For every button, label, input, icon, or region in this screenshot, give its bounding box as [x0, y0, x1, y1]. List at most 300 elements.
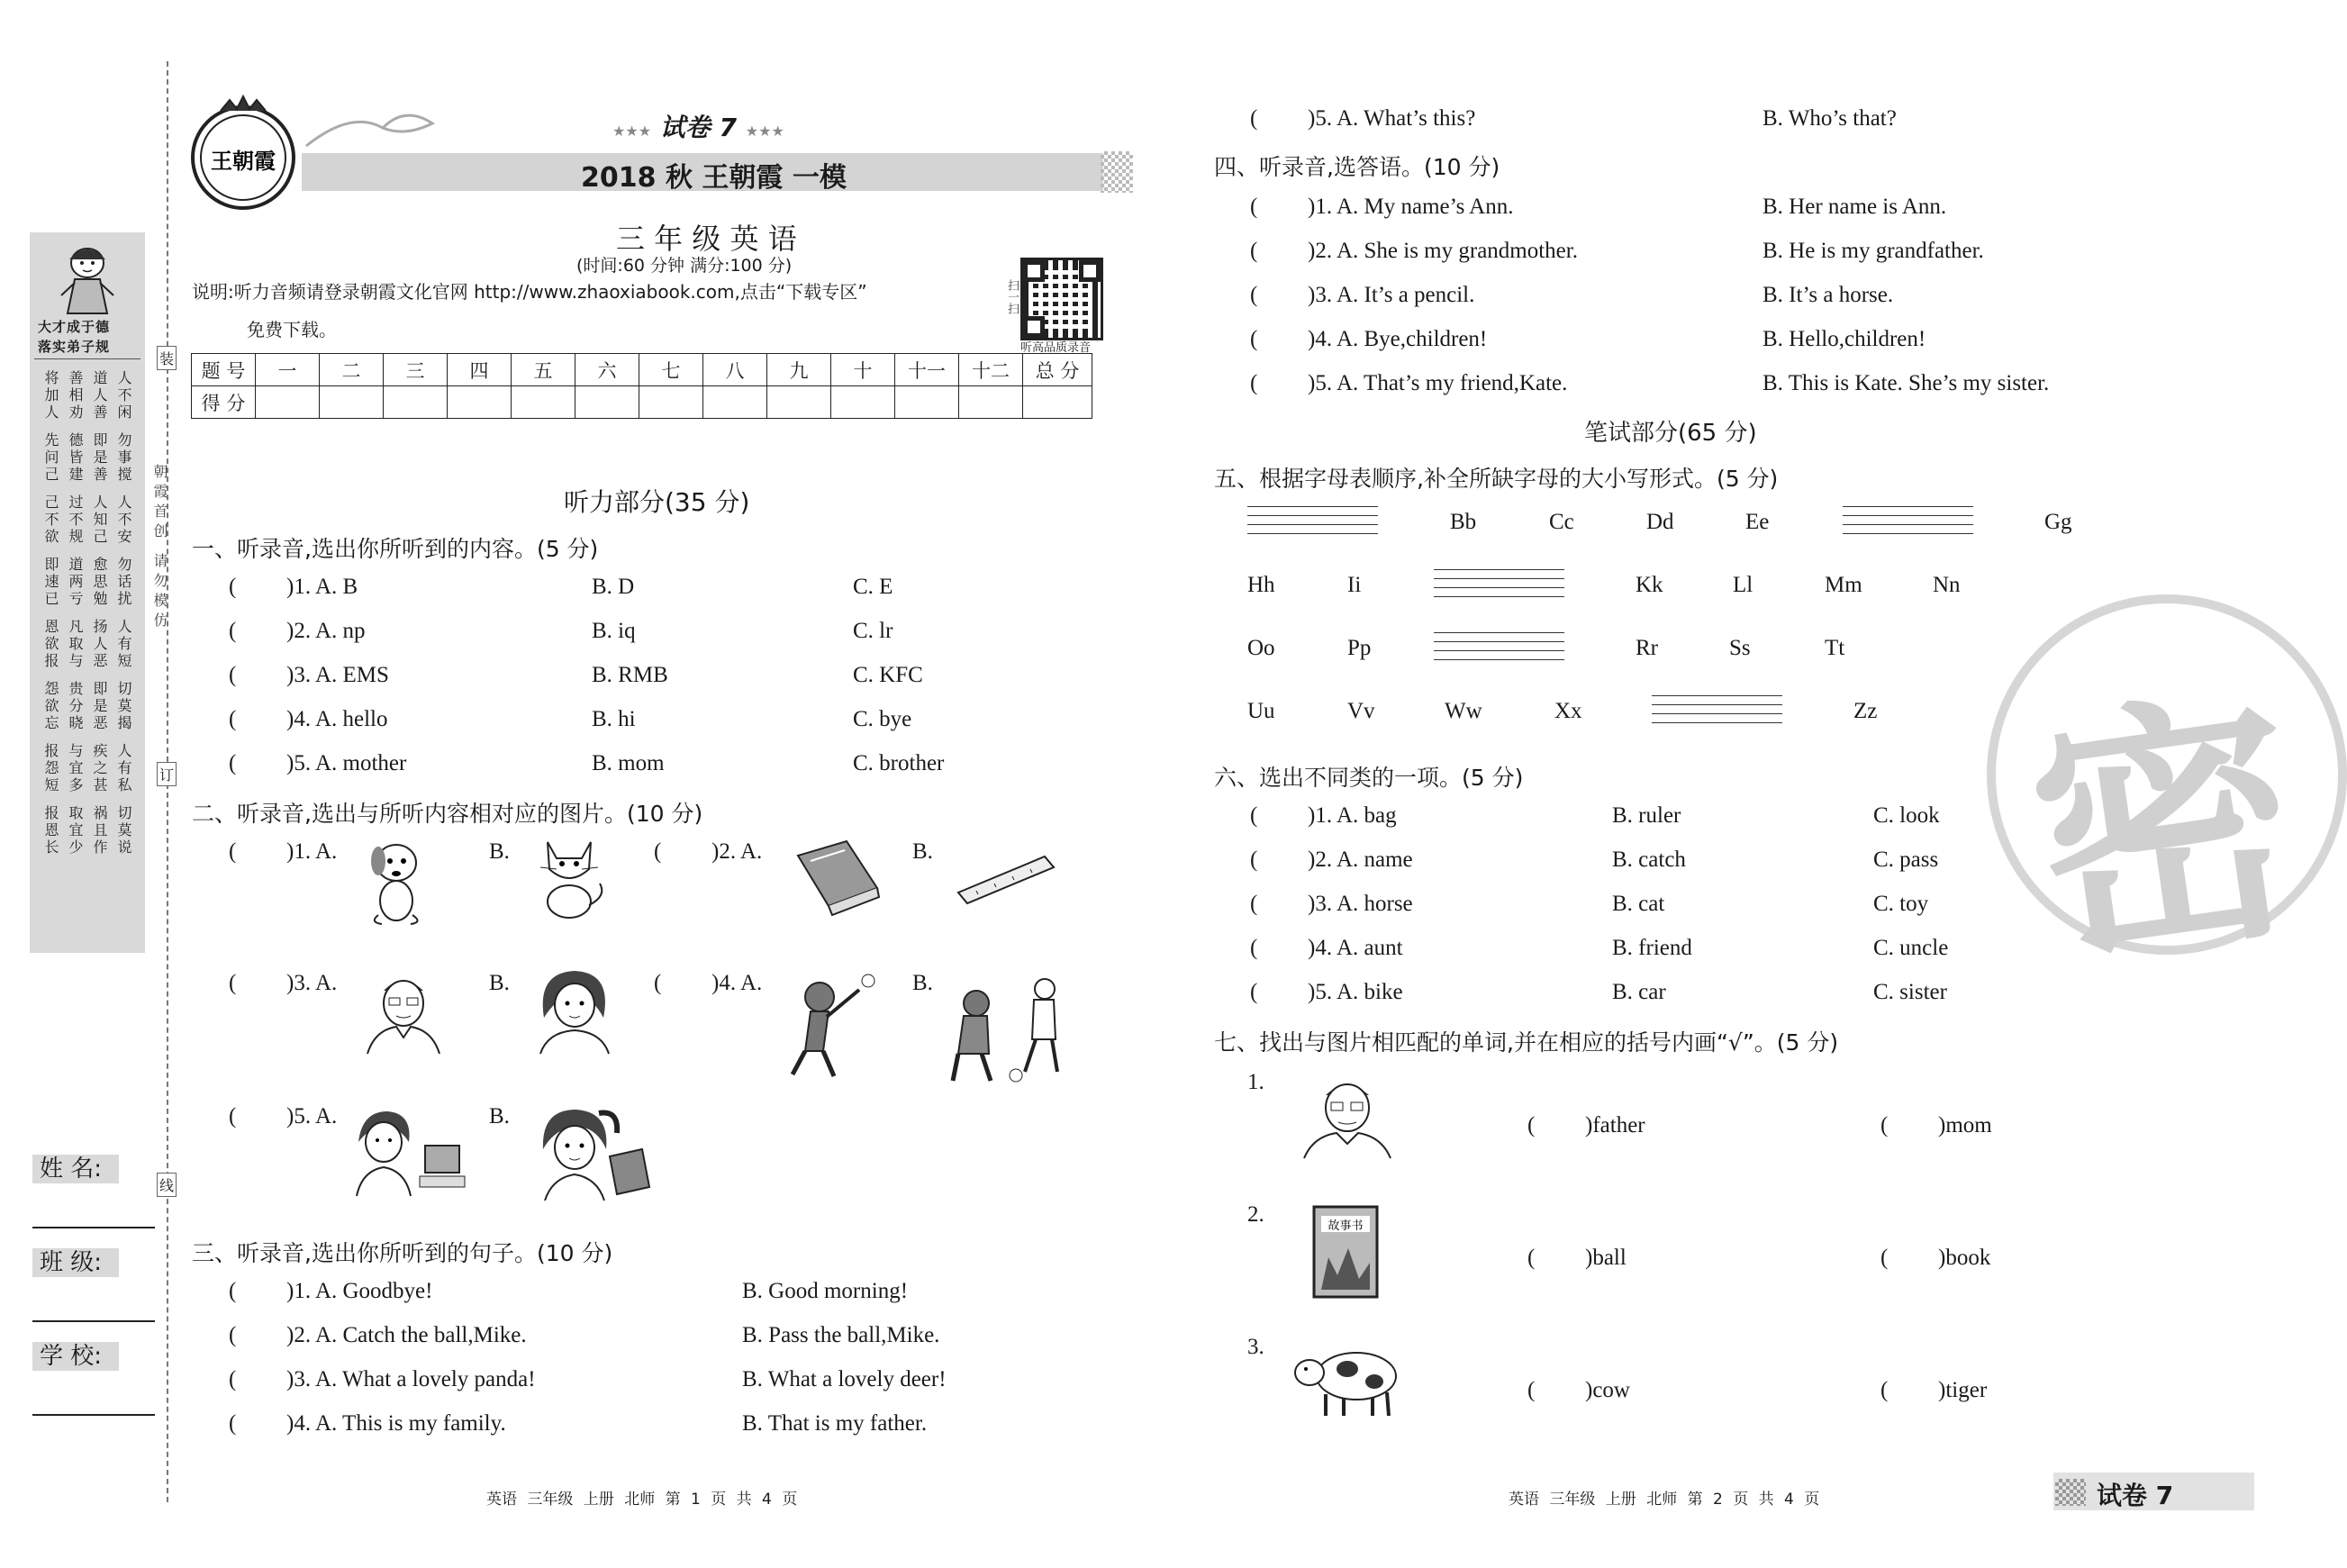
- option-b: B. RMB: [592, 663, 668, 687]
- motto-char: 贵: [68, 680, 84, 697]
- listening-title: 听力部分(35 分): [564, 487, 750, 517]
- motto-char: 皆: [68, 449, 84, 466]
- subject-title: 三 年 级 英 语: [616, 222, 797, 256]
- question-text: )cow: [1585, 1378, 1630, 1402]
- option-c: C. bye: [853, 707, 912, 731]
- part3-title: 三、听录音,选出你所听到的句子。(10 分): [192, 1240, 613, 1266]
- letter-ss: Ss: [1729, 636, 1751, 660]
- option-b: B. Her name is Ann.: [1763, 195, 1947, 219]
- motto-group: [40, 431, 137, 483]
- question-text: )mom: [1938, 1113, 1992, 1137]
- motto-char: 取: [68, 804, 84, 821]
- answer-bracket[interactable]: (: [1250, 371, 1258, 395]
- question-text: )2. A. np: [286, 619, 366, 643]
- motto-line: [40, 776, 137, 793]
- motto-char: 先: [44, 431, 59, 449]
- sentence-row: [1250, 106, 1475, 131]
- motto-char: 即: [93, 680, 108, 697]
- motto-char: 人: [93, 494, 108, 511]
- motto-char: 话: [117, 573, 132, 590]
- cut-mark-3: 线: [157, 1173, 177, 1197]
- ribbon-decoration: [297, 101, 441, 159]
- option-b: B. Who’s that?: [1763, 106, 1897, 131]
- option-b: B. It’s a horse.: [1763, 283, 1894, 307]
- motto-char: 晓: [68, 714, 84, 731]
- answer-bracket[interactable]: (: [229, 839, 237, 864]
- odd-one-out-row: [1250, 980, 1403, 1005]
- part6-title: 六、选出不同类的一项。(5 分): [1214, 765, 1524, 791]
- question-text: )5. A.: [286, 1104, 338, 1128]
- motto-char: 已: [44, 590, 59, 607]
- motto-line: [40, 466, 137, 483]
- answer-bracket[interactable]: (: [1250, 327, 1258, 351]
- footer-checker: [2055, 1479, 2086, 1506]
- answer-bracket[interactable]: (: [1250, 980, 1258, 1004]
- class-label: 班 级:: [32, 1248, 119, 1277]
- score-col-header: 总 分: [1023, 354, 1092, 386]
- motto-char: 说: [117, 838, 132, 856]
- motto-char: 疾: [93, 742, 108, 759]
- question-text: )5. A. What’s this?: [1308, 106, 1476, 131]
- score-header-label: 题 号: [192, 354, 256, 386]
- motto-line: [40, 494, 137, 511]
- answer-bracket[interactable]: (: [1880, 1113, 1889, 1137]
- picture-question: [229, 839, 337, 865]
- option-b-label: B.: [489, 971, 510, 995]
- picture-cow: [1293, 1338, 1406, 1423]
- answer-bracket[interactable]: (: [1250, 283, 1258, 307]
- motto-char: 切: [117, 804, 132, 821]
- response-row: [1250, 195, 1513, 220]
- question-text: )3. A.: [286, 971, 338, 995]
- motto-char: 且: [93, 821, 108, 838]
- question-text: )tiger: [1938, 1378, 1988, 1402]
- answer-bracket[interactable]: (: [1527, 1113, 1536, 1137]
- motto-char: 速: [44, 573, 59, 590]
- written-title: 笔试部分(65 分): [1584, 420, 1757, 447]
- score-cell[interactable]: [575, 386, 639, 419]
- motto-char: 劝: [68, 403, 84, 421]
- motto-char: 愈: [93, 556, 108, 573]
- motto-char: 加: [44, 386, 59, 403]
- motto-char: 莫: [117, 697, 132, 714]
- side-note: 朝霞首创 请勿模仿: [151, 464, 168, 633]
- score-cell[interactable]: [767, 386, 831, 419]
- option-c: C. uncle: [1873, 936, 1949, 960]
- question-text: )4. A.: [711, 971, 763, 995]
- motto-char: 道: [93, 369, 108, 386]
- picture-storybook: [1310, 1203, 1382, 1306]
- motto-char: 有: [117, 759, 132, 776]
- question-text: )2. A. She is my grandmother.: [1308, 239, 1578, 263]
- name-field[interactable]: [32, 1227, 155, 1228]
- exam-title: 2018 秋 王朝霞 一模: [581, 162, 847, 194]
- motto-char: 恶: [93, 652, 108, 669]
- blank-lines-ff[interactable]: [1843, 506, 1973, 548]
- score-col-header: 八: [703, 354, 767, 386]
- motto-char: 恩: [44, 821, 59, 838]
- score-col-header: 五: [512, 354, 575, 386]
- option-b-label: B.: [912, 839, 933, 864]
- motto-char: 私: [117, 776, 132, 793]
- motto-line: [40, 511, 137, 528]
- motto-char: 善: [68, 369, 84, 386]
- star-decor-left: ★★★: [612, 122, 652, 140]
- motto-line: [40, 369, 137, 386]
- answer-bracket[interactable]: (: [1250, 239, 1258, 263]
- score-cell[interactable]: [448, 386, 512, 419]
- motto-group: [40, 369, 137, 421]
- part4-title: 四、听录音,选答语。(10 分): [1214, 154, 1500, 180]
- option-c: C. pass: [1873, 847, 1939, 872]
- motto-char: 即: [44, 556, 59, 573]
- word-choice-1: [1527, 1246, 1627, 1271]
- picture-question: [654, 839, 762, 865]
- score-cell[interactable]: [384, 386, 448, 419]
- checker-pattern: [1101, 151, 1133, 193]
- question-row: [229, 751, 406, 776]
- score-col-header: 三: [384, 354, 448, 386]
- motto-char: 将: [44, 369, 59, 386]
- answer-bracket[interactable]: (: [1527, 1378, 1536, 1402]
- motto-char: 己: [44, 494, 59, 511]
- answer-bracket[interactable]: (: [1250, 106, 1258, 131]
- letter-ee: Ee: [1745, 510, 1770, 534]
- blank-lines-yy[interactable]: [1652, 695, 1782, 737]
- response-row: [1250, 327, 1487, 352]
- motto-char: 道: [68, 556, 84, 573]
- question-text: )5. A. bike: [1308, 980, 1403, 1004]
- score-cell[interactable]: [831, 386, 895, 419]
- motto-char: 不: [44, 511, 59, 528]
- picture-cat: [531, 833, 608, 927]
- cut-mark-1: 装: [157, 346, 177, 370]
- option-c: C. look: [1873, 803, 1940, 828]
- motto-char: 人: [44, 403, 59, 421]
- motto-char: 有: [117, 635, 132, 652]
- question-text: )4. A. Bye,children!: [1308, 327, 1488, 351]
- score-col-header: 四: [448, 354, 512, 386]
- name-label: 姓 名:: [32, 1155, 119, 1183]
- motto-char: 与: [68, 652, 84, 669]
- motto-char: 人: [117, 618, 132, 635]
- footer-left: 英语 三年级 上册 北师 第 1 页 共 4 页: [486, 1491, 798, 1509]
- option-b: B. hi: [592, 707, 636, 731]
- score-cell[interactable]: [703, 386, 767, 419]
- motto-char: 人: [117, 494, 132, 511]
- motto-char: 取: [68, 635, 84, 652]
- motto-group: [40, 804, 137, 856]
- option-c: C. toy: [1873, 892, 1929, 916]
- score-cell[interactable]: [1023, 386, 1092, 419]
- strip-divider: [34, 358, 140, 359]
- motto-char: 宜: [68, 821, 84, 838]
- word-choice-1: [1527, 1113, 1645, 1138]
- answer-bracket[interactable]: (: [654, 971, 662, 995]
- option-c: C. E: [853, 575, 893, 599]
- question-row: [229, 619, 366, 644]
- blank-lines-qq[interactable]: [1434, 632, 1564, 674]
- school-field[interactable]: [32, 1414, 155, 1416]
- answer-bracket[interactable]: (: [229, 575, 237, 599]
- motto-char: 勉: [93, 590, 108, 607]
- picture-girl-bag: [536, 1106, 653, 1204]
- option-c: C. brother: [853, 751, 945, 775]
- qr-code[interactable]: [1020, 258, 1103, 340]
- motto-char: 己: [44, 466, 59, 483]
- answer-bracket[interactable]: (: [1250, 892, 1258, 916]
- answer-bracket[interactable]: (: [1250, 847, 1258, 872]
- motto-char: 过: [68, 494, 84, 511]
- response-row: [1250, 371, 1567, 396]
- motto-char: 欲: [44, 528, 59, 545]
- question-text: )2. A.: [711, 839, 763, 864]
- letter-tt: Tt: [1825, 636, 1845, 660]
- picture-number: 1.: [1247, 1070, 1264, 1094]
- option-b: B. What a lovely deer!: [742, 1367, 947, 1391]
- answer-bracket[interactable]: (: [229, 971, 237, 995]
- star-decor-right: ★★★: [745, 122, 784, 140]
- motto-char: 己: [93, 528, 108, 545]
- question-text: )1. A. B: [286, 575, 358, 599]
- motto-char: 与: [68, 742, 84, 759]
- motto-char: 搅: [117, 466, 132, 483]
- motto-char: 亏: [68, 590, 84, 607]
- motto-group: [40, 618, 137, 669]
- blank-lines-aa[interactable]: [1247, 506, 1378, 548]
- motto-char: 知: [93, 511, 108, 528]
- letter-ll: Ll: [1733, 573, 1753, 597]
- score-cell[interactable]: [512, 386, 575, 419]
- sentence-row: [229, 1411, 506, 1437]
- motto-char: 怨: [44, 759, 59, 776]
- motto-grid: [40, 369, 137, 866]
- letter-kk: Kk: [1636, 573, 1663, 597]
- sentence-row: [229, 1367, 536, 1392]
- motto-line: [40, 742, 137, 759]
- motto-char: 报: [44, 652, 59, 669]
- question-text: )4. A. hello: [286, 707, 388, 731]
- score-col-header: 一: [256, 354, 320, 386]
- motto-char: 是: [93, 697, 108, 714]
- answer-bracket[interactable]: (: [229, 663, 237, 687]
- answer-bracket[interactable]: (: [229, 1323, 237, 1347]
- motto-char: 事: [117, 449, 132, 466]
- qr-caption: 听高品质录音: [1020, 341, 1092, 355]
- question-text: )1. A. My name’s Ann.: [1308, 195, 1514, 219]
- motto-char: 欲: [44, 635, 59, 652]
- motto-char: 恩: [44, 618, 59, 635]
- odd-one-out-row: [1250, 936, 1403, 961]
- paper-tag: [612, 108, 784, 144]
- motto-char: 短: [44, 776, 59, 793]
- motto-char: 即: [93, 431, 108, 449]
- answer-bracket[interactable]: (: [229, 1411, 237, 1436]
- motto-char: 不: [68, 511, 84, 528]
- score-col-header: 七: [639, 354, 703, 386]
- answer-bracket[interactable]: (: [654, 839, 662, 864]
- footer-tag: 试卷 7: [2097, 1481, 2174, 1510]
- motto-line: [40, 386, 137, 403]
- question-row: [229, 575, 358, 600]
- score-col-header: 十二: [959, 354, 1023, 386]
- letter-gg: Gg: [2044, 510, 2072, 534]
- svg-text:王朝霞: 王朝霞: [211, 148, 276, 174]
- option-b-label: B.: [489, 1104, 510, 1128]
- score-cell[interactable]: [895, 386, 959, 419]
- score-label: 得 分: [192, 386, 256, 419]
- motto-char: 人: [93, 386, 108, 403]
- question-text: )4. A. aunt: [1308, 936, 1403, 960]
- word-choice-1: [1527, 1378, 1630, 1403]
- blank-lines-jj[interactable]: [1434, 569, 1564, 611]
- picture-question: [229, 1104, 337, 1129]
- letter-rr: Rr: [1636, 636, 1658, 660]
- answer-bracket[interactable]: (: [229, 619, 237, 643]
- picture-monkey-boy: [946, 973, 1072, 1089]
- motto-char: 恶: [93, 714, 108, 731]
- slogan-line-2: 落实弟子规: [38, 339, 111, 355]
- motto-group: [40, 556, 137, 607]
- picture-number: 3.: [1247, 1335, 1264, 1359]
- sentence-row: [229, 1279, 432, 1304]
- letter-hh: Hh: [1247, 573, 1275, 597]
- motto-char: 甚: [93, 776, 108, 793]
- class-field[interactable]: [32, 1320, 155, 1322]
- picture-question: [654, 971, 762, 996]
- score-col-header: 九: [767, 354, 831, 386]
- motto-char: 短: [117, 652, 132, 669]
- motto-char: 善: [93, 403, 108, 421]
- answer-bracket[interactable]: (: [229, 1104, 237, 1128]
- picture-monkey-catch: [784, 968, 887, 1084]
- picture-number: 2.: [1247, 1202, 1264, 1227]
- motto-char: 揭: [117, 714, 132, 731]
- answer-bracket[interactable]: (: [1250, 936, 1258, 960]
- motto-line: [40, 618, 137, 635]
- mascot-figure: [45, 236, 131, 319]
- option-b: B. That is my father.: [742, 1411, 928, 1436]
- motto-char: 人: [117, 742, 132, 759]
- odd-one-out-row: [1250, 892, 1413, 917]
- question-text: )3. A. EMS: [286, 663, 389, 687]
- motto-line: [40, 697, 137, 714]
- letter-dd: Dd: [1646, 510, 1674, 534]
- motto-line: [40, 590, 137, 607]
- picture-book: [793, 838, 883, 922]
- letter-ww: Ww: [1445, 699, 1482, 723]
- score-cell[interactable]: [320, 386, 384, 419]
- option-b: B. friend: [1612, 936, 1692, 960]
- answer-bracket[interactable]: (: [229, 1367, 237, 1391]
- picture-ruler: [955, 851, 1058, 909]
- option-b: B. cat: [1612, 892, 1665, 916]
- svg-text:故事书: 故事书: [1328, 1219, 1364, 1233]
- score-cell[interactable]: [639, 386, 703, 419]
- motto-char: 德: [68, 431, 84, 449]
- answer-bracket[interactable]: (: [1250, 195, 1258, 219]
- picture-dog: [360, 836, 432, 929]
- motto-line: [40, 821, 137, 838]
- motto-char: 扰: [117, 590, 132, 607]
- motto-group: [40, 494, 137, 545]
- score-cell[interactable]: [256, 386, 320, 419]
- letter-ii: Ii: [1347, 573, 1362, 597]
- motto-char: 善: [93, 466, 108, 483]
- motto-char: 勿: [117, 431, 132, 449]
- letter-cc: Cc: [1549, 510, 1574, 534]
- motto-char: 闲: [117, 403, 132, 421]
- word-choice-2: [1880, 1113, 1992, 1138]
- motto-line: [40, 431, 137, 449]
- letter-nn: Nn: [1933, 573, 1961, 597]
- answer-bracket[interactable]: (: [229, 751, 237, 775]
- option-b: B. Hello,children!: [1763, 327, 1926, 351]
- motto-char: 两: [68, 573, 84, 590]
- score-cell[interactable]: [959, 386, 1023, 419]
- motto-char: 长: [44, 838, 59, 856]
- option-b-label: B.: [912, 971, 933, 995]
- qr-side-text: 扫一扫: [1005, 279, 1019, 314]
- part7-title: 七、找出与图片相匹配的单词,并在相应的括号内画“√”。(5 分): [1214, 1029, 1839, 1056]
- motto-char: 凡: [68, 618, 84, 635]
- motto-char: 报: [44, 804, 59, 821]
- option-b-label: B.: [489, 839, 510, 864]
- picture-woman-computer: [349, 1106, 467, 1200]
- footer-right: 英语 三年级 上册 北师 第 2 页 共 4 页: [1509, 1491, 1820, 1509]
- word-choice-2: [1880, 1378, 1987, 1403]
- letter-xx: Xx: [1554, 699, 1582, 723]
- note-line-2: 免费下载。: [247, 319, 337, 340]
- motto-line: [40, 759, 137, 776]
- question-text: )4. A. This is my family.: [286, 1411, 506, 1436]
- answer-bracket[interactable]: (: [1880, 1246, 1889, 1270]
- odd-one-out-row: [1250, 847, 1413, 873]
- motto-char: 勿: [117, 556, 132, 573]
- motto-char: 少: [68, 838, 84, 856]
- question-text: )3. A. horse: [1308, 892, 1413, 916]
- answer-bracket[interactable]: (: [229, 1279, 237, 1303]
- motto-char: 相: [68, 386, 84, 403]
- motto-char: 扬: [93, 618, 108, 635]
- motto-group: [40, 680, 137, 731]
- question-text: )5. A. mother: [286, 751, 407, 775]
- confidential-stamp: [1987, 594, 2347, 1002]
- motto-char: 不: [117, 386, 132, 403]
- letter-zz: Zz: [1853, 699, 1878, 723]
- motto-char: 是: [93, 449, 108, 466]
- question-text: )1. A. bag: [1308, 803, 1397, 828]
- option-b: B. This is Kate. She’s my sister.: [1763, 371, 2050, 395]
- stamp-char: 密: [2015, 664, 2316, 1002]
- option-b: B. mom: [592, 751, 665, 775]
- answer-bracket[interactable]: (: [229, 707, 237, 731]
- question-row: [229, 707, 388, 732]
- question-text: )ball: [1585, 1246, 1627, 1270]
- answer-bracket[interactable]: (: [1880, 1378, 1889, 1402]
- response-row: [1250, 239, 1578, 264]
- motto-line: [40, 680, 137, 697]
- question-text: )5. A. That’s my friend,Kate.: [1308, 371, 1568, 395]
- answer-bracket[interactable]: (: [1527, 1246, 1536, 1270]
- answer-bracket[interactable]: (: [1250, 803, 1258, 828]
- option-b: B. Good morning!: [742, 1279, 909, 1303]
- odd-one-out-row: [1250, 803, 1397, 829]
- motto-char: 多: [68, 776, 84, 793]
- motto-char: 之: [93, 759, 108, 776]
- motto-char: 人: [117, 369, 132, 386]
- motto-char: 宜: [68, 759, 84, 776]
